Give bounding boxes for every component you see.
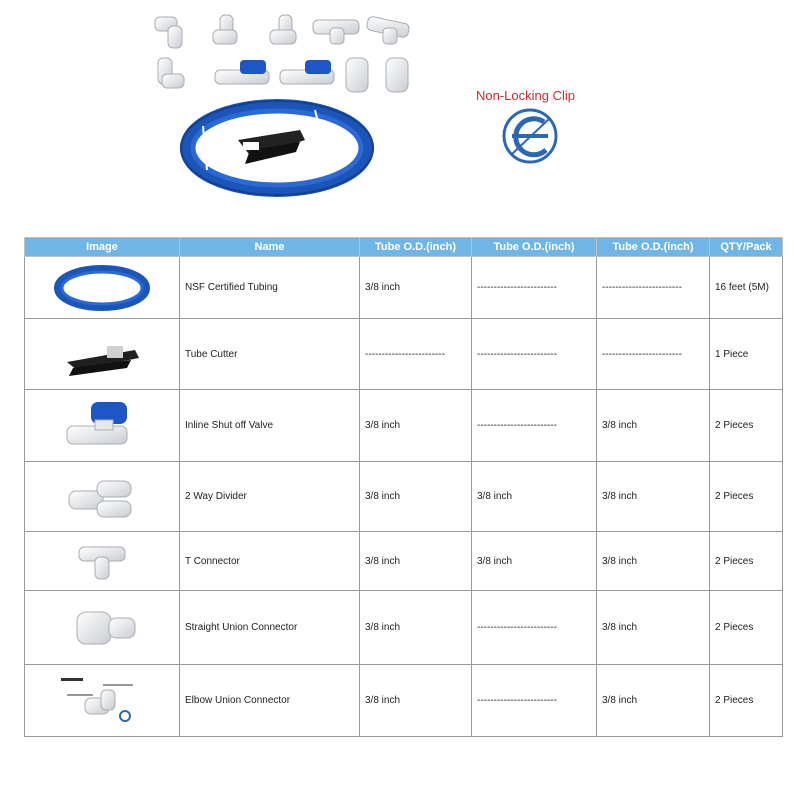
product-spec-table xyxy=(24,237,783,737)
t-connector-icon xyxy=(47,537,157,585)
straight-union-icon xyxy=(346,58,408,92)
row-qty: 2 Pieces xyxy=(710,665,783,737)
row-image-cell xyxy=(25,257,180,319)
valve-icon xyxy=(280,60,334,84)
table-row xyxy=(25,462,783,532)
product-kit-illustration xyxy=(0,0,800,230)
row-name: 2 Way Divider xyxy=(180,462,360,532)
tee-fitting-icon xyxy=(366,16,410,44)
row-od-1: ------------------------ xyxy=(360,319,472,390)
row-od-2: ------------------------ xyxy=(472,390,597,462)
row-od-2: ------------------------ xyxy=(472,257,597,319)
row-image-cell xyxy=(25,591,180,665)
shut-off-valve-icon xyxy=(47,396,157,456)
tube-cutter-icon xyxy=(47,328,157,380)
elbow-union-icon xyxy=(47,672,157,730)
row-qty: 16 feet (5M) xyxy=(710,257,783,319)
row-od-3: 3/8 inch xyxy=(597,665,710,737)
row-qty: 2 Pieces xyxy=(710,532,783,591)
elbow-fitting-icon xyxy=(155,17,182,48)
valve-icon xyxy=(215,60,269,84)
tubing-coil-icon xyxy=(47,262,157,314)
row-image-cell xyxy=(25,319,180,390)
elbow-fitting-icon xyxy=(158,58,184,88)
row-name: Inline Shut off Valve xyxy=(180,390,360,462)
row-od-3: ------------------------ xyxy=(597,319,710,390)
row-od-1: 3/8 inch xyxy=(360,665,472,737)
header-tube-od-1: Tube O.D.(inch) xyxy=(360,238,472,257)
row-qty: 2 Pieces xyxy=(710,462,783,532)
row-od-1: 3/8 inch xyxy=(360,532,472,591)
row-image-cell xyxy=(25,665,180,737)
row-od-1: 3/8 inch xyxy=(360,257,472,319)
header-qty-pack: QTY/Pack xyxy=(710,238,783,257)
row-od-3: 3/8 inch xyxy=(597,390,710,462)
table-row xyxy=(25,390,783,462)
row-od-1: 3/8 inch xyxy=(360,591,472,665)
row-od-3: 3/8 inch xyxy=(597,532,710,591)
row-od-1: 3/8 inch xyxy=(360,462,472,532)
header-image: Image xyxy=(25,238,180,257)
table-row xyxy=(25,665,783,737)
row-qty: 2 Pieces xyxy=(710,591,783,665)
tube-cutter-icon xyxy=(238,130,305,164)
row-name: NSF Certified Tubing xyxy=(180,257,360,319)
y-fitting-icon xyxy=(213,15,237,44)
row-name: Elbow Union Connector xyxy=(180,665,360,737)
row-od-3: ------------------------ xyxy=(597,257,710,319)
way-divider-icon xyxy=(47,471,157,523)
straight-union-icon xyxy=(47,598,157,658)
row-od-1: 3/8 inch xyxy=(360,390,472,462)
row-image-cell xyxy=(25,462,180,532)
row-od-2: ------------------------ xyxy=(472,319,597,390)
table-row xyxy=(25,591,783,665)
row-od-2: ------------------------ xyxy=(472,591,597,665)
row-name: T Connector xyxy=(180,532,360,591)
row-image-cell xyxy=(25,390,180,462)
table-header-row xyxy=(25,238,783,257)
row-qty: 2 Pieces xyxy=(710,390,783,462)
row-od-2: 3/8 inch xyxy=(472,532,597,591)
row-image-cell xyxy=(25,532,180,591)
row-name: Tube Cutter xyxy=(180,319,360,390)
header-tube-od-2: Tube O.D.(inch) xyxy=(472,238,597,257)
tee-fitting-icon xyxy=(313,20,359,44)
row-od-3: 3/8 inch xyxy=(597,591,710,665)
table-row xyxy=(25,257,783,319)
table-row xyxy=(25,319,783,390)
row-qty: 1 Piece xyxy=(710,319,783,390)
non-locking-clip-icon xyxy=(504,110,556,162)
clip-label: Non-Locking Clip xyxy=(476,88,575,103)
product-hero xyxy=(0,0,800,230)
table-row xyxy=(25,532,783,591)
header-tube-od-3: Tube O.D.(inch) xyxy=(597,238,710,257)
header-name: Name xyxy=(180,238,360,257)
row-name: Straight Union Connector xyxy=(180,591,360,665)
row-od-3: 3/8 inch xyxy=(597,462,710,532)
row-od-2: ------------------------ xyxy=(472,665,597,737)
y-fitting-icon xyxy=(270,15,296,44)
row-od-2: 3/8 inch xyxy=(472,462,597,532)
